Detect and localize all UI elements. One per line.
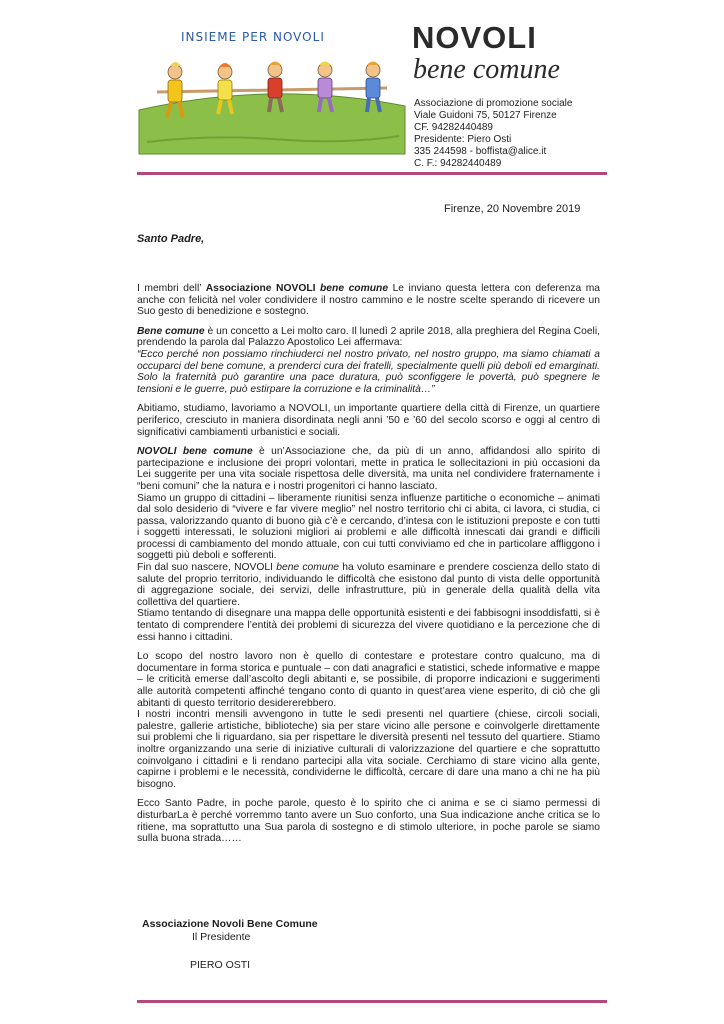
org-tax-code: C. F.: 94282440489 [414, 158, 502, 169]
paragraph-intro: I membri dell’ Associazione NOVOLI bene comune Le inviano questa lettera con deferenza ma anche con felicità nel voler condividere il nostro cammino e le nostre scelte sperando di ricevere un Suo gesto di benedizione e sostegno. [137, 283, 600, 318]
signature-org: Associazione Novoli Bene Comune [142, 918, 318, 930]
letter-body [137, 283, 600, 853]
brand-subtitle: bene comune [413, 54, 560, 85]
paragraph-association: NOVOLI bene comune è un’Associazione che, da più di un anno, affidandosi allo spirito di partecipazione e inclusione dei propri volontari, mette in pratica le sollecitazioni in più occasioni da Lei suggerite per una vita sociale rispettosa delle diversità, ma unita nel condividere fraternamente i “beni comuni” che la natura e i nostri progenitori ci hanno lasciato. [137, 446, 600, 492]
papal-quote: “Ecco perché non possiamo rinchiuderci nel nostro privato, nel nostro gruppo, ma siamo chiamati a occuparci del bene comune, a prenderci cura dei fratelli, specialmente quelli più deboli ed emarginati. Solo la fraternità può garantire una pace duratura, può sconfiggere le povertà, può spegnere le tensioni e le guerre, può estirpare la corruzione e la criminalità…” [137, 348, 600, 395]
paragraph-purpose: Lo scopo del nostro lavoro non è quello di contestare e protestare contro qualcuno, ma di documentare in forma storica e puntuale – con dati anagrafici e statistici, schede informative e mappe – le criticità emerse dall’ascolto degli abitanti e, se possibile, di proporre indicazioni e suggerimenti alle autorità competenti affinché tengano conto di quanto in quest’area viene esperito, di ciò che gli abitanti di questo territorio desidererebbero. [137, 651, 600, 709]
signature-name: PIERO OSTI [190, 959, 251, 971]
salutation: Santo Padre, [137, 233, 205, 245]
signature-block [142, 918, 318, 972]
header-divider [137, 172, 607, 175]
org-info-block [414, 98, 614, 170]
signature-role: Il Presidente [192, 931, 251, 943]
org-address: Viale Guidoni 75, 50127 Firenze [414, 110, 557, 121]
org-cf: CF. 94282440489 [414, 122, 493, 133]
paragraph-map: Stiamo tentando di disegnare una mappa delle opportunità esistenti e dei fabbisogni insoddisfatti, si è tentato di comprendere l’entità dei problemi di sicurezza del vivere quotidiano e la percezione che di essi hanno i cittadini. [137, 608, 600, 643]
paragraph-closing: Ecco Santo Padre, in poche parole, questo è lo spirito che ci anima e se ci siamo permessi di disturbarLa è perché vorremmo tanto avere un Suo conforto, una Sua indicazione anche critica se lo ritiene, ma soprattutto una Sua parola di sostegno e di stimolo ulteriore, in poche parole se siamo sulla buona strada…… [137, 798, 600, 845]
paragraph-meetings: I nostri incontri mensili avvengono in tutte le sedi presenti nel quartiere (chiese, circoli sociali, palestre, gallerie artistiche, biblioteche) sia per stare vicino alle persone e coinvolgerle direttamente sui problemi che li riguardano, sia per rispettare le diversità presenti nel tessuto del quartiere. Stiamo inoltre organizzando una serie di iniziative culturali di valorizzazione del quartiere e che soprattutto coinvolgano i cittadini e li rendano partecipi alla vita sociale. Cerchiamo di stare vicino alla gente, capirne i problemi e le necessità, condividerne le difficoltà, cercare di dare una mano a chi ne ha più bisogno. [137, 709, 600, 790]
brand-name: NOVOLI [412, 20, 537, 55]
association-logo [137, 14, 407, 156]
paragraph-territory: Fin dal suo nascere, NOVOLI bene comune ha voluto esaminare e prendere coscienza dello stato di salute del proprio territorio, individuando le difficoltà che esistono dal punto di vista delle opportunità di aggregazione sociale, dei servizi, delle infrastrutture, più in generale della qualità della vita collettiva del quartiere. [137, 562, 601, 608]
org-type: Associazione di promozione sociale [414, 98, 573, 109]
org-contact: 335 244598 - boffista@alice.it [414, 146, 547, 157]
paragraph-bene-comune: Bene comune è un concetto a Lei molto caro. Il lunedì 2 aprile 2018, alla preghiera del Regina Coeli, prendendo la parola dal Palazzo Apostolico Lei affermava: “Ecco perché non possiamo rinchiuderci nel nostro privato, nel nostro gruppo, ma siamo chiamati a occuparci del bene comune, a prenderci cura dei fratelli, specialmente quelli più deboli ed emarginati. Solo la fraternità può garantire una pace duratura, può sconfiggere le povertà, può spegnere le tensioni e le guerre, può estirpare la corruzione e la criminalità…” [137, 325, 600, 395]
paragraph-novoli: Abitiamo, studiamo, lavoriamo a NOVOLI, un importante quartiere della città di Firenze, un quartiere periferico, cresciuto in maniera disordinata negli anni ’50 e ’60 del secolo scorso e oggi al centro di significativi cambiamenti urbanistici e sociali. [137, 403, 600, 438]
org-name: Associazione NOVOLI [205, 283, 321, 294]
footer-divider [137, 1000, 607, 1003]
org-president: Presidente: Piero Osti [414, 134, 512, 145]
logo-caption: INSIEME PER NOVOLI [181, 30, 325, 44]
paragraph-citizens: Siamo un gruppo di cittadini – liberamente riunitisi senza influenze partitiche o economiche – animati dal solo desiderio di “vivere e far vivere meglio” nel nostro territorio chi ci abita, ci lavora, ci studia, ci passa, valorizzando quanto di buono già c’è e cercando, d’intesa con le istituzioni preposte e con tutti i soggetti interessati, le soluzioni migliori ai problemi e alle difficoltà innescati dai grandi e difficili processi di cambiamento del mondo attuale, con cui tutti conviviamo ed che in particolare affliggono i soggetti più deboli e sofferenti. [137, 492, 600, 562]
letter-date: Firenze, 20 Novembre 2019 [444, 203, 581, 215]
